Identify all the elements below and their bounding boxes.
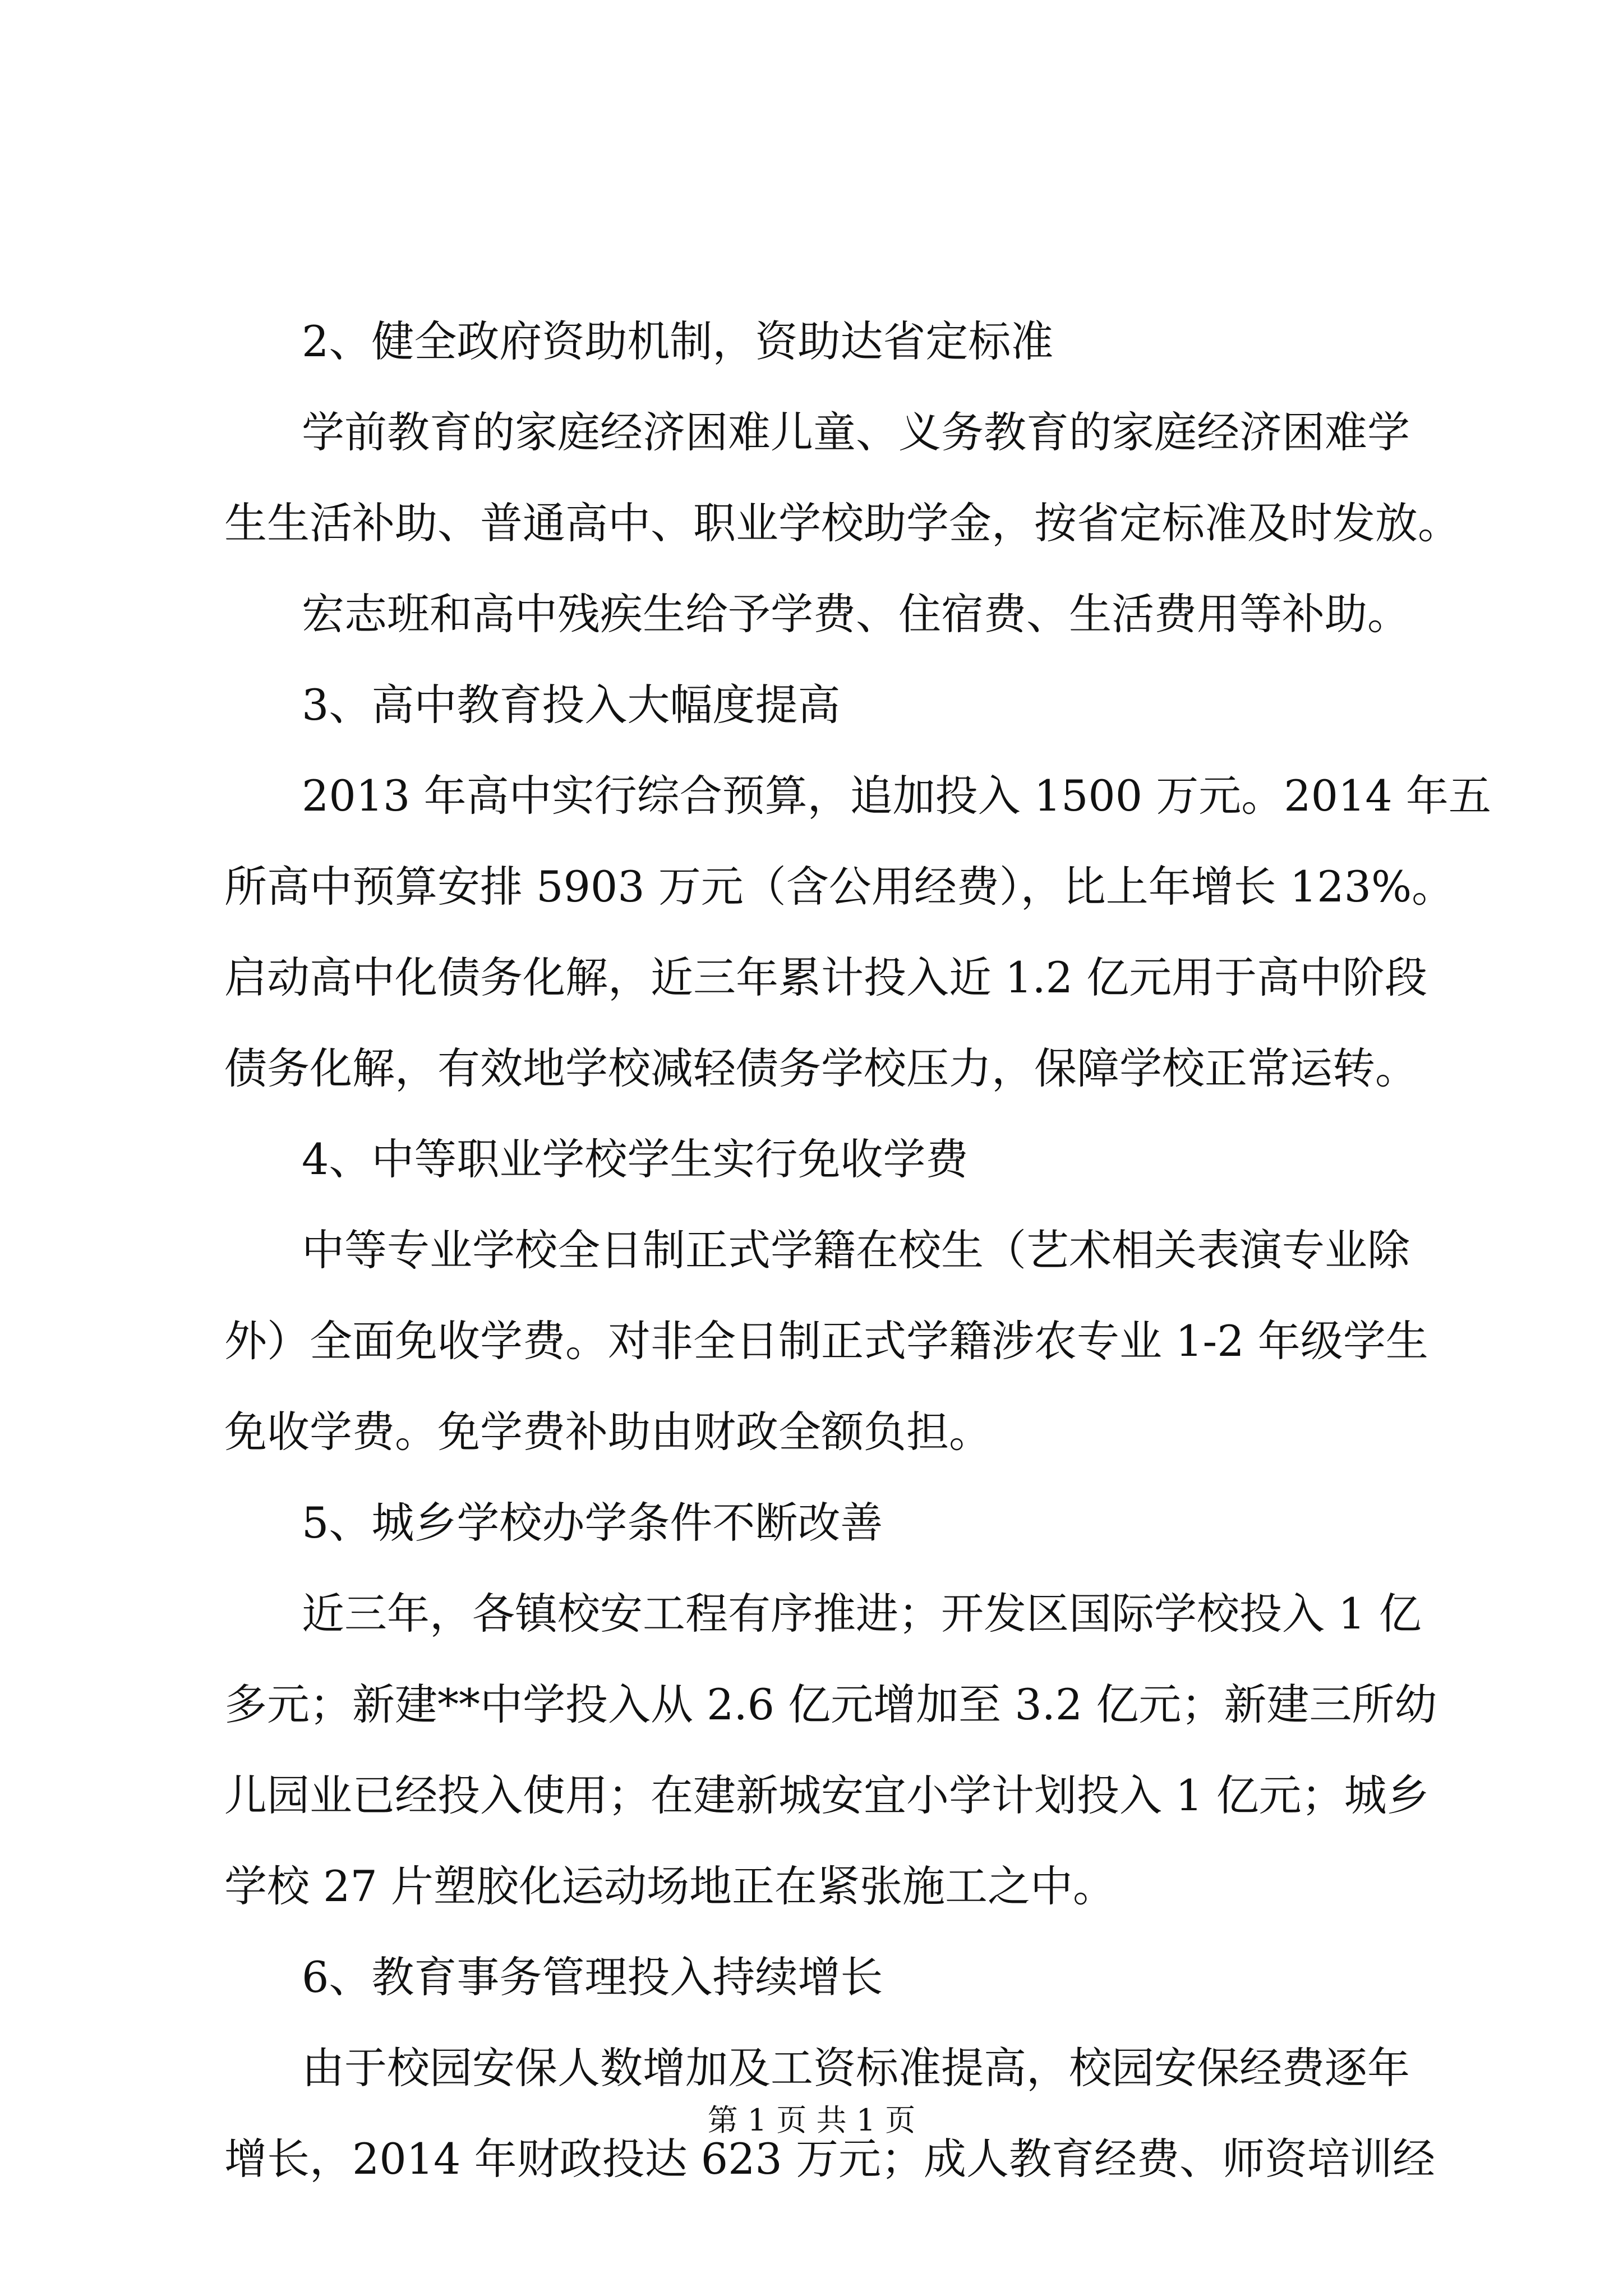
page-number-label: 第 1 页 共 1 页 [707, 2102, 916, 2138]
paragraph-line: 所高中预算安排 5903 万元（含公用经费），比上年增长 123%。 [224, 862, 1455, 912]
paragraph-line: 6、教育事务管理投入持续增长 [302, 1952, 883, 2002]
paragraph-line: 免收学费。免学费补助由财政全额负担。 [224, 1407, 992, 1457]
paragraph-line: 启动高中化债务化解，近三年累计投入近 1.2 亿元用于高中阶段 [224, 953, 1428, 1002]
paragraph-line: 债务化解，有效地学校减轻债务学校压力，保障学校正常运转。 [224, 1043, 1418, 1093]
paragraph-line: 外）全面免收学费。对非全日制正式学籍涉农专业 1-2 年级学生 [224, 1316, 1428, 1366]
page-footer [0, 2098, 1623, 2143]
paragraph-line: 4、中等职业学校学生实行免收学费 [302, 1134, 969, 1184]
paragraph-line: 宏志班和高中残疾生给予学费、住宿费、生活费用等补助。 [302, 589, 1410, 639]
paragraph-line: 学校 27 片塑胶化运动场地正在紧张施工之中。 [224, 1861, 1116, 1911]
paragraph-line: 生生活补助、普通高中、职业学校助学金，按省定标准及时发放。 [224, 498, 1460, 548]
paragraph-line: 学前教育的家庭经济困难儿童、义务教育的家庭经济困难学 [302, 407, 1410, 457]
paragraph-line: 增长，2014 年财政投达 623 万元；成人教育经费、师资培训经 [224, 2134, 1435, 2184]
document-body [224, 296, 1491, 2205]
paragraph-line: 5、城乡学校办学条件不断改善 [302, 1498, 883, 1548]
paragraph-line: 儿园业已经投入使用；在建新城安宜小学计划投入 1 亿元；城乡 [224, 1770, 1430, 1820]
paragraph-line: 中等专业学校全日制正式学籍在校生（艺术相关表演专业除 [302, 1225, 1410, 1275]
paragraph-line: 2013 年高中实行综合预算，追加投入 1500 万元。2014 年五 [302, 771, 1491, 821]
paragraph-line: 近三年，各镇校安工程有序推进；开发区国际学校投入 1 亿 [302, 1589, 1422, 1639]
paragraph-line: 3、高中教育投入大幅度提高 [302, 680, 841, 730]
paragraph-line: 2、健全政府资助机制，资助达省定标准 [302, 316, 1054, 366]
paragraph-line: 多元；新建**中学投入从 2.6 亿元增加至 3.2 亿元；新建三所幼 [224, 1680, 1437, 1729]
paragraph-line: 由于校园安保人数增加及工资标准提高，校园安保经费逐年 [302, 2043, 1410, 2093]
